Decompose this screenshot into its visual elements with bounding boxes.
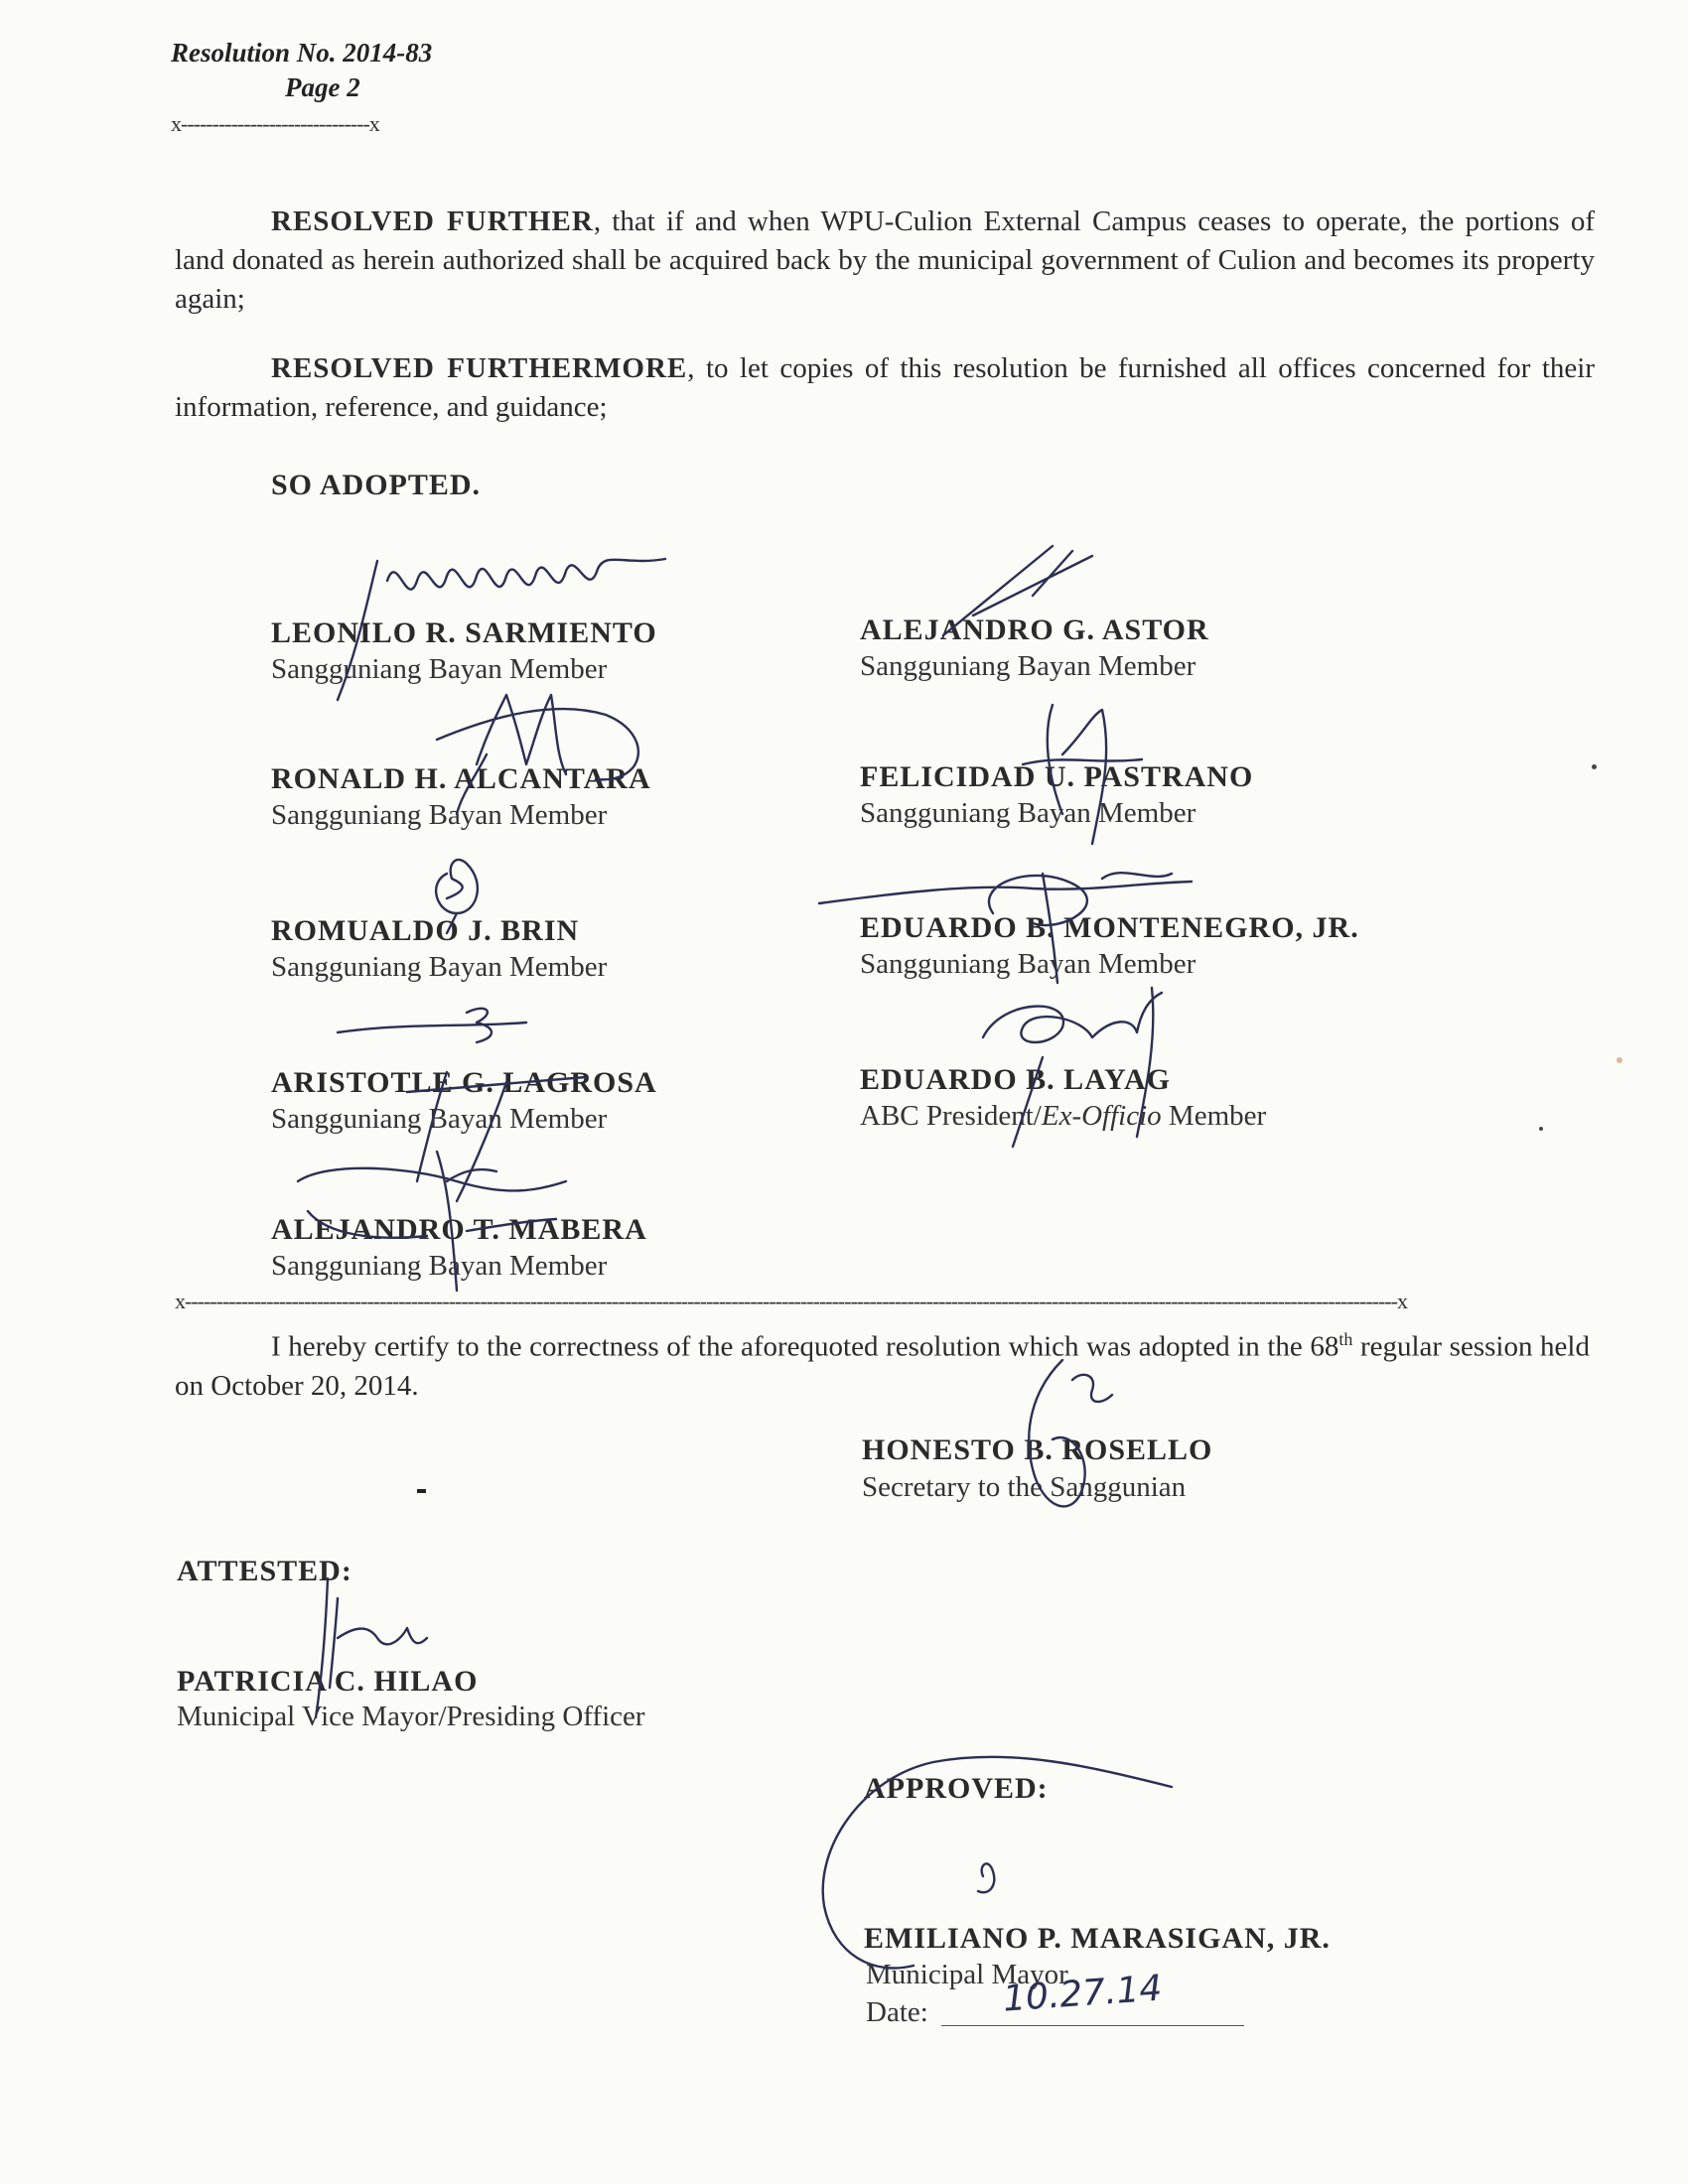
member-title: Sangguniang Bayan Member bbox=[860, 650, 1196, 682]
member-name: EDUARDO B. LAYAG bbox=[860, 1063, 1172, 1096]
resolved-furthermore-lead: RESOLVED FURTHERMORE bbox=[271, 352, 688, 384]
resolution-number: Resolution No. 2014-83 bbox=[171, 38, 433, 68]
signature-rosello bbox=[1003, 1350, 1162, 1539]
resolved-further-lead: RESOLVED FURTHER bbox=[271, 205, 594, 237]
signature-mabera bbox=[288, 1142, 606, 1320]
vice-mayor-title: Municipal Vice Mayor/Presiding Officer bbox=[177, 1701, 645, 1732]
member-name: LEONILO R. SARMIENTO bbox=[271, 616, 657, 649]
member-name: RONALD H. ALCANTARA bbox=[271, 762, 651, 795]
signature-pastrano bbox=[1003, 695, 1221, 854]
member-name: ALEJANDRO G. ASTOR bbox=[860, 614, 1209, 646]
member-title: Sangguniang Bayan Member bbox=[860, 797, 1196, 829]
attested-label: ATTESTED: bbox=[177, 1555, 352, 1587]
member-title: ABC President/Ex-Officio Member bbox=[860, 1100, 1267, 1132]
secretary-title: Secretary to the Sanggunian bbox=[862, 1471, 1187, 1503]
approved-label: APPROVED: bbox=[864, 1772, 1049, 1805]
header-divider: x------------------------------x bbox=[171, 111, 379, 136]
mayor-title: Municipal Mayor bbox=[866, 1959, 1068, 1990]
signature-alcantara bbox=[417, 685, 675, 844]
certification-paragraph: I hereby certify to the correctness of the aforequoted resolution which was adopted in the 68th regular session held on October 20, 2014. bbox=[175, 1329, 1590, 1402]
member-name: ALEJANDRO T. MABERA bbox=[271, 1213, 647, 1246]
page-number: Page 2 bbox=[285, 72, 360, 102]
member-title: Sangguniang Bayan Member bbox=[271, 1103, 608, 1135]
signature-brin bbox=[417, 844, 536, 943]
signature-layag bbox=[963, 978, 1211, 1147]
resolved-further-paragraph bbox=[175, 203, 1595, 319]
so-adopted: SO ADOPTED. bbox=[271, 469, 482, 501]
signature-marasigan bbox=[794, 1727, 1211, 1985]
member-name: ROMUALDO J. BRIN bbox=[271, 914, 580, 947]
member-title: Sangguniang Bayan Member bbox=[271, 799, 608, 831]
signature-astor bbox=[884, 536, 1142, 655]
vice-mayor-name: PATRICIA C. HILAO bbox=[177, 1665, 479, 1698]
signature-hilao bbox=[288, 1569, 447, 1727]
member-name: EDUARDO B. MONTENEGRO, JR. bbox=[860, 911, 1359, 944]
scan-speck bbox=[1617, 1057, 1622, 1063]
handwritten-date: 10.27.14 bbox=[1001, 1968, 1164, 2020]
resolved-furthermore-text: , to let copies of this resolution be furnished all offices concerned for their information, reference, and guidance; bbox=[175, 352, 1595, 423]
secretary-name: HONESTO B. ROSELLO bbox=[862, 1433, 1213, 1466]
certification-divider: x-------------------------------------------------------------------------------------------------------------------------------------------------------------------------------------------------x bbox=[175, 1289, 1407, 1313]
member-name: FELICIDAD U. PASTRANO bbox=[860, 760, 1254, 793]
member-title: Sangguniang Bayan Member bbox=[860, 948, 1196, 980]
resolved-furthermore-paragraph bbox=[175, 349, 1595, 427]
scan-speck bbox=[1592, 764, 1597, 769]
member-name: ARISTOTLE G. LAGROSA bbox=[271, 1066, 657, 1099]
date-line bbox=[941, 2025, 1244, 2026]
member-title: Sangguniang Bayan Member bbox=[271, 653, 608, 685]
date-label: Date: bbox=[866, 1996, 928, 2028]
mayor-name: EMILIANO P. MARASIGAN, JR. bbox=[864, 1922, 1331, 1955]
scan-speck bbox=[1539, 1127, 1543, 1131]
member-title: Sangguniang Bayan Member bbox=[271, 951, 608, 983]
scan-speck bbox=[417, 1489, 426, 1493]
resolved-further-text: , that if and when WPU-Culion External Campus ceases to operate, the portions of land donated as herein authorized shall be acquired back by the municipal government of Culion and becomes its property again; bbox=[175, 205, 1596, 315]
member-title: Sangguniang Bayan Member bbox=[271, 1250, 608, 1282]
